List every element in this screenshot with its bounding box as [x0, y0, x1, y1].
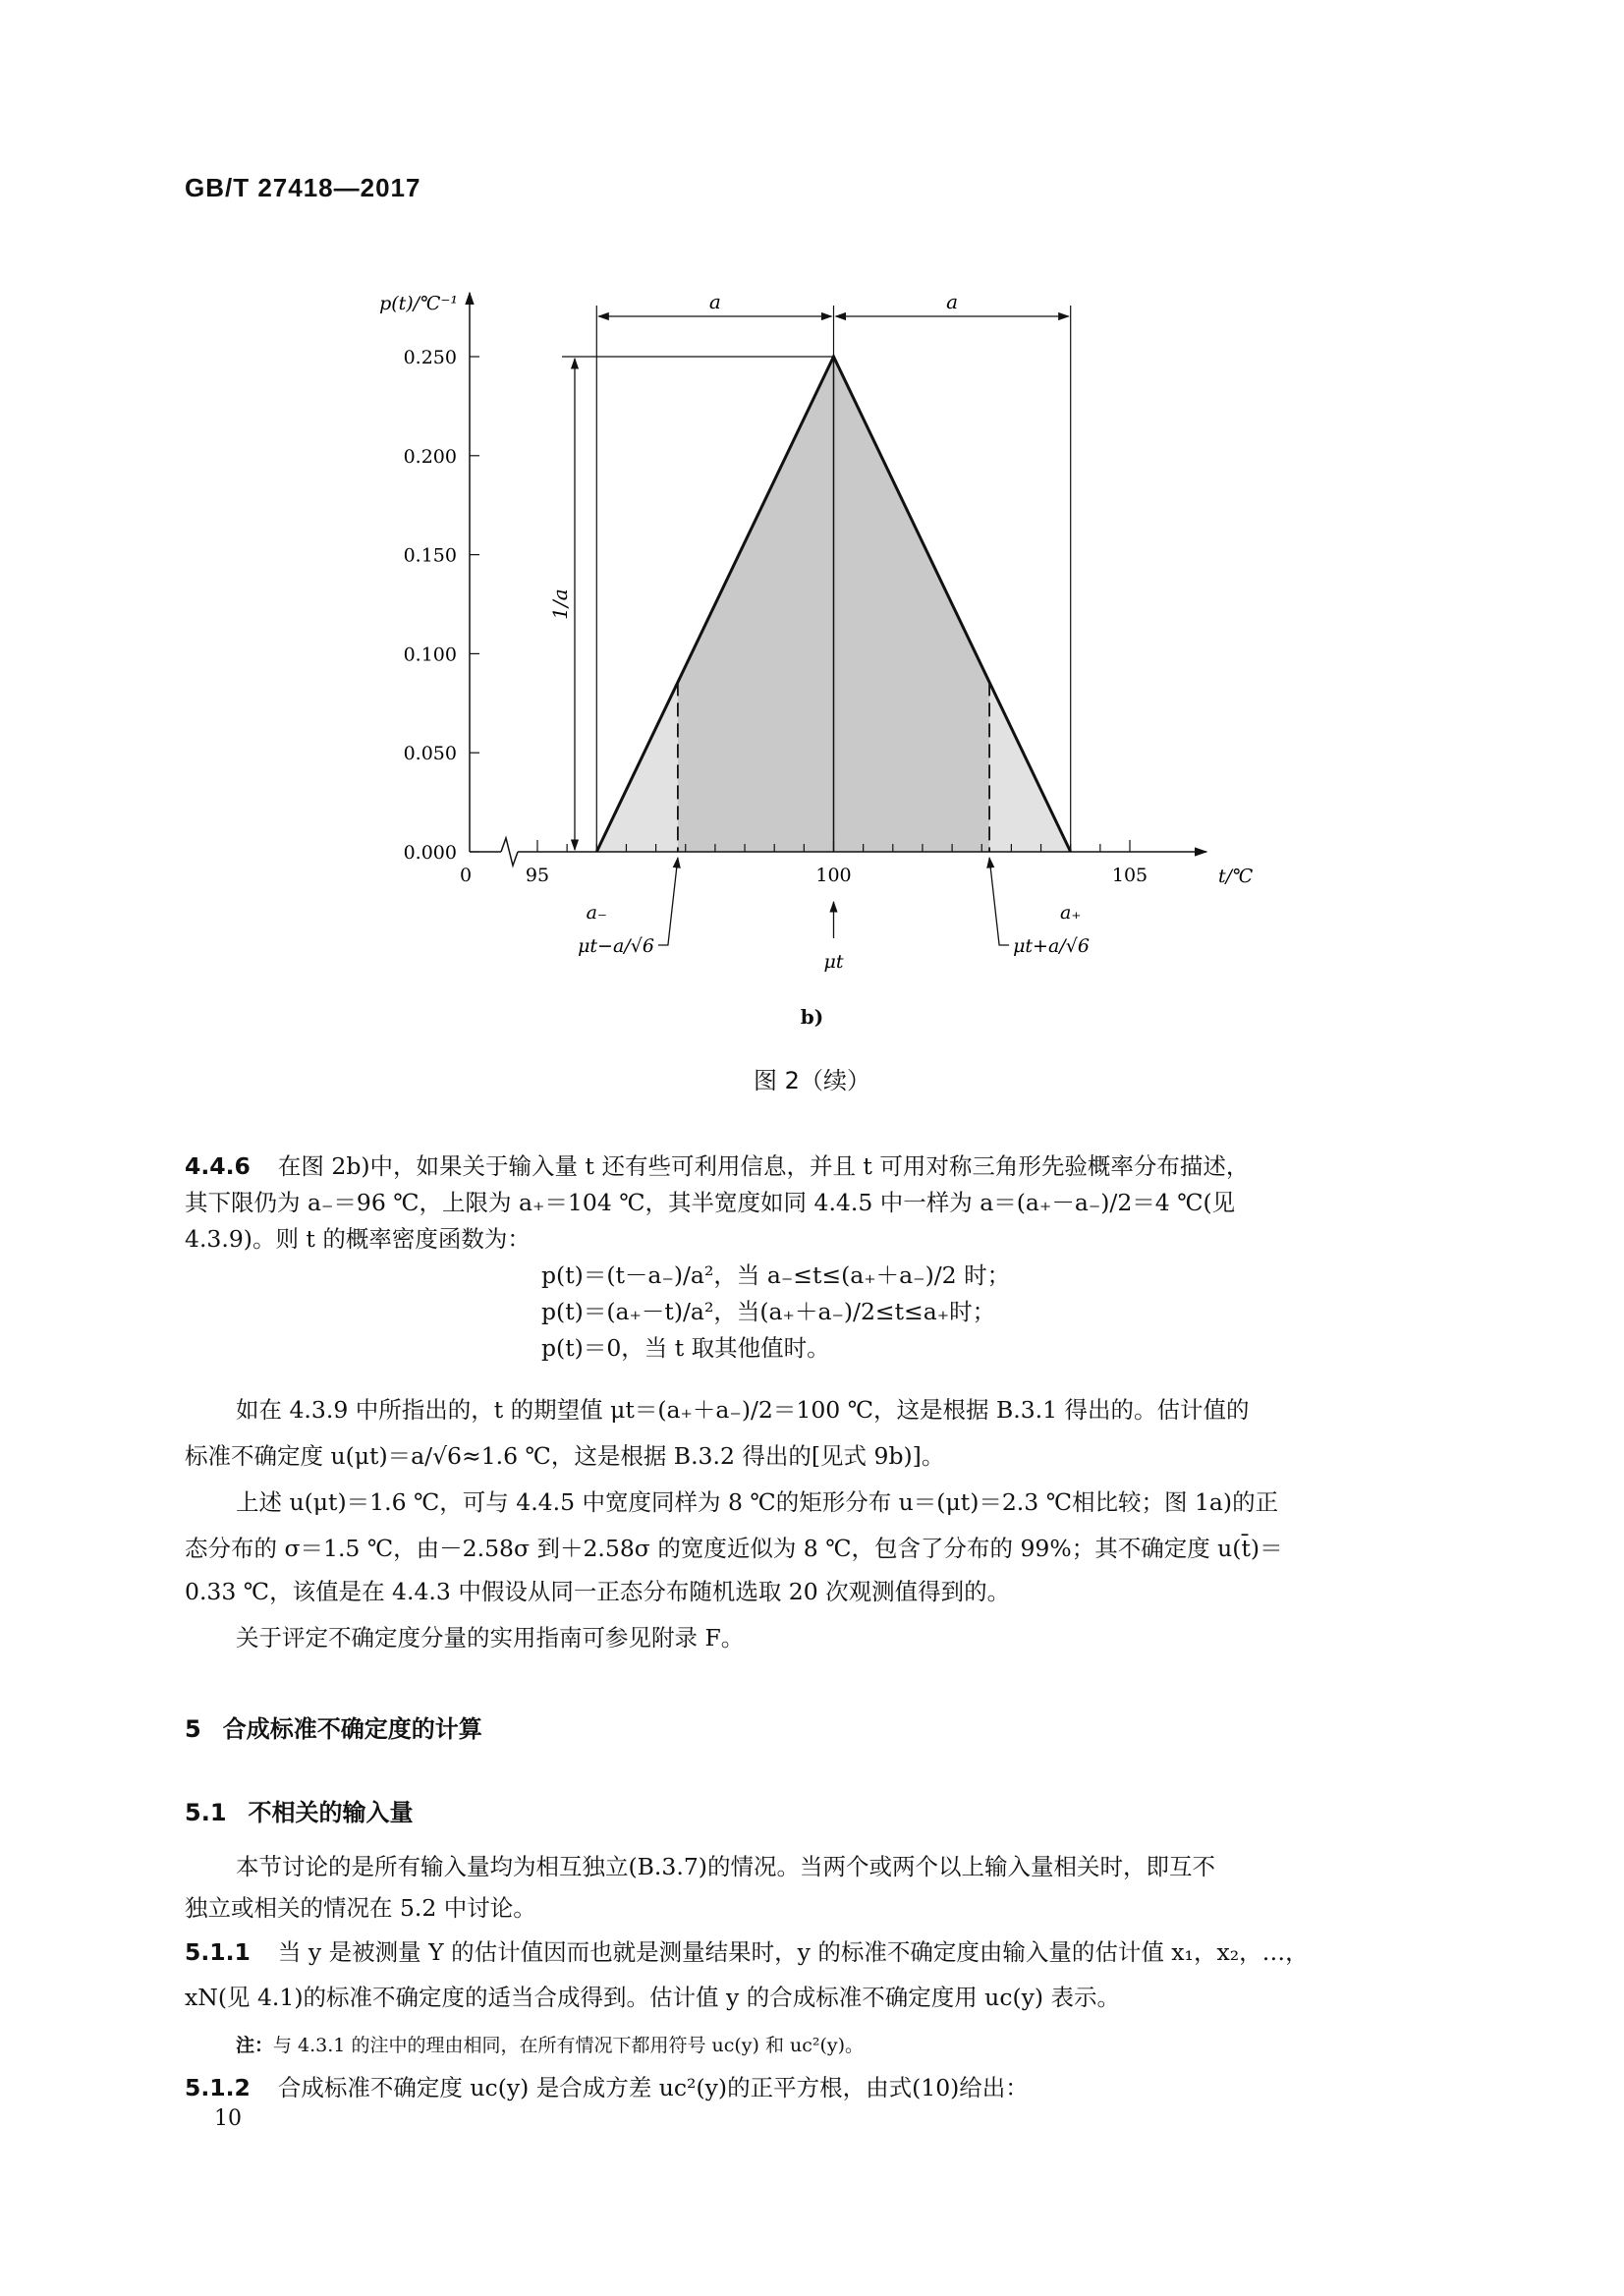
- y-tick-label: 0.000: [403, 842, 457, 864]
- paragraph-expectation-line-2: 标准不确定度 u(μt)＝a/√6≈1.6 ℃，这是根据 B.3.2 得出的[见式 9b)]。: [185, 1442, 945, 1470]
- width-label-left: a: [708, 290, 721, 313]
- equation-2: p(t)＝(a₊－t)/a²，当(a₊＋a₋)/2≤t≤a₊时；: [541, 1298, 996, 1325]
- paragraph-4-4-6-line-1: [185, 1149, 1452, 1183]
- y-axis-label: p(t)/℃⁻¹: [379, 293, 458, 314]
- section-title: 合成标准不确定度的计算: [222, 1715, 482, 1743]
- section-title: 不相关的输入量: [248, 1799, 414, 1826]
- y-tick-label: 0.150: [403, 544, 457, 567]
- plus-sigma-label: μt+a/√6: [1013, 935, 1090, 957]
- y-tick-label: 0.050: [403, 743, 457, 765]
- minus-sigma-arrow: [658, 858, 678, 945]
- page-number: 10: [214, 2106, 242, 2131]
- triangular-distribution-figure: [0, 0, 1624, 1081]
- text: 合成标准不确定度 uc(y) 是合成方差 uc²(y)的正平方根，由式(10)给出：: [277, 2074, 1029, 2101]
- mean-label: μt: [823, 951, 844, 973]
- note-label: 注：: [236, 2035, 274, 2056]
- paragraph-5-1-line-1: 本节讨论的是所有输入量均为相互独立(B.3.7)的情况。当两个或两个以上输入量相关时，即互不: [236, 1853, 1215, 1880]
- y-tick-label: 0.100: [403, 644, 457, 666]
- x-tick-label: 0: [459, 865, 473, 886]
- standard-code: GB/T 27418—2017: [185, 173, 421, 202]
- paragraph-expectation-line-1: 如在 4.3.9 中所指出的，t 的期望值 μt＝(a₊＋a₋)/2＝100 ℃，这是根据 B.3.1 得出的。估计值的: [236, 1396, 1250, 1424]
- paragraph-5-1-1-line-2: xN(见 4.1)的标准不确定度的适当合成得到。估计值 y 的合成标准不确定度用 uc(y) 表示。: [185, 1984, 1121, 2011]
- lower-limit-label: a₋: [586, 902, 607, 924]
- width-label-right: a: [946, 290, 959, 313]
- paragraph-comparison-line-2: 态分布的 σ＝1.5 ℃，由－2.58σ 到＋2.58σ 的宽度近似为 8 ℃，包含了分布的 99%；其不确定度 u(t̄)＝: [185, 1535, 1283, 1562]
- paragraph-5-1-2-line-1: [185, 2071, 1452, 2104]
- paragraph-5-1-line-2: 独立或相关的情况在 5.2 中讨论。: [185, 1894, 536, 1922]
- note: [236, 2031, 864, 2057]
- x-tick-label: 95: [525, 865, 550, 886]
- clause-number-5-1-1: 5.1.1: [185, 1938, 251, 1966]
- subfigure-label: b): [800, 1005, 824, 1029]
- y-tick-label: 0.250: [403, 347, 457, 368]
- equation-1: p(t)＝(t－a₋)/a²，当 a₋≤t≤(a₊＋a₋)/2 时；: [541, 1261, 1011, 1289]
- note-text: 与 4.3.1 的注中的理由相同，在所有情况下都用符号 uc(y) 和 uc²(y)。: [273, 2035, 865, 2056]
- paragraph-comparison-line-1: 上述 u(μt)＝1.6 ℃，可与 4.4.5 中宽度同样为 8 ℃的矩形分布 u＝(μt)＝2.3 ℃相比较；图 1a)的正: [236, 1488, 1279, 1516]
- text: 在图 2b)中，如果关于输入量 t 还有些可利用信息，并且 t 可用对称三角形先验概率分布描述，: [277, 1152, 1250, 1180]
- height-label: 1/a: [548, 588, 572, 620]
- section-5-1-heading: [185, 1793, 414, 1827]
- figure-caption: 图 2（续）: [754, 1067, 870, 1094]
- x-axis-label: t/℃: [1218, 866, 1254, 887]
- clause-number-5-1-2: 5.1.2: [185, 2074, 251, 2101]
- section-5-heading: [185, 1709, 482, 1744]
- upper-limit-label: a₊: [1060, 902, 1082, 924]
- paragraph-comparison-line-3: 0.33 ℃，该值是在 4.4.3 中假设从同一正态分布随机选取 20 次观测值得到的。: [185, 1578, 1011, 1605]
- x-axis-break: [501, 838, 518, 866]
- equation-3: p(t)＝0，当 t 取其他值时。: [541, 1334, 830, 1362]
- plus-sigma-arrow: [989, 858, 1009, 945]
- y-tick-label: 0.200: [403, 445, 457, 468]
- paragraph-4-4-6-line-2: 其下限仍为 a₋＝96 ℃，上限为 a₊＝104 ℃，其半宽度如同 4.4.5 中一样为 a＝(a₊－a₋)/2＝4 ℃(见: [185, 1189, 1236, 1216]
- paragraph-5-1-1-line-1: [185, 1935, 1452, 1969]
- x-tick-label: 105: [1111, 865, 1148, 886]
- clause-number-4-4-6: 4.4.6: [185, 1152, 251, 1180]
- x-tick-label: 100: [815, 865, 852, 886]
- paragraph-annex-f: 关于评定不确定度分量的实用指南可参见附录 F。: [236, 1624, 745, 1652]
- paragraph-4-4-6-line-3: 4.3.9)。则 t 的概率密度函数为：: [185, 1225, 531, 1253]
- text: 当 y 是被测量 Y 的估计值因而也就是测量结果时，y 的标准不确定度由输入量的估计值 x₁，x₂，…，: [277, 1938, 1309, 1966]
- section-number: 5: [185, 1715, 201, 1743]
- minus-sigma-label: μt−a/√6: [578, 935, 654, 957]
- section-number: 5.1: [185, 1799, 227, 1826]
